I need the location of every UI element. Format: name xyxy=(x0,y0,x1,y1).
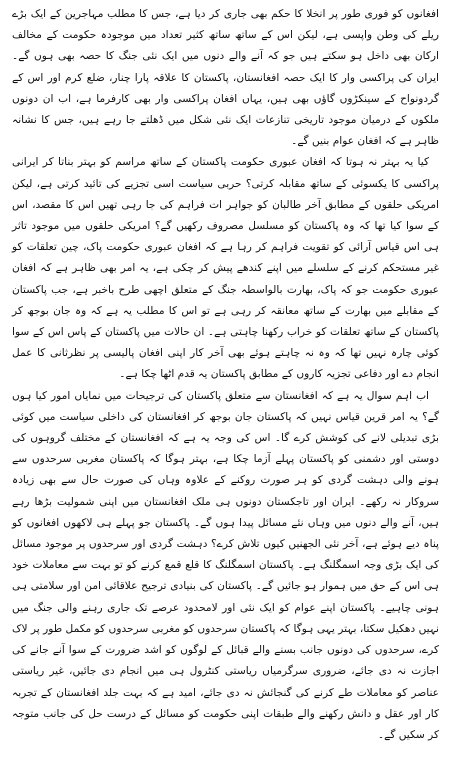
article-paragraph: کیا یہ بہتر نہ ہوتا کہ افغان عبوری حکومت پاکستان کے ساتھ مراسم کو بہتر بناتا کر ایرانی پراکسی کا یکسوئی کے ساتھ مقابلہ کرتی؟ حربی سیاست اسی تجزیے کی تائید کرتی ہے، لیکن امریکی حلقوں کے مطابق آخر طالبان کو جواہر ات فراہم کی جا رہی تھیں اس کا مقصد، اس کے سوا کیا تھا کہ وہ پاکستان کو مسلسل مصروف رکھیں گے؟ امریکی حلقوں میں موجود تاثر ہی اس قیاس آرائی کو تقویت فراہم کر رہا ہے کہ افغان عبوری حکومت پاک، چین تعلقات کو غیر مستحکم کرنے کے سلسلے میں اپنے کندھے پیش کر چکی ہے، یہ امر بھی ظاہر ہے کہ افغان عبوری حکومت جو کہ پاک، بھارت بالواسطہ جنگ کے متعلق اچھی طرح باخبر ہے، جب پاکستان کے مقابلے میں بھارت کے ساتھ معانقہ کر رہی ہے تو اس کا مطلب یہ ہے کہ وہ جان بوجھ کر پاکستان کے ساتھ تعلقات کو خراب رکھنا چاہتی ہے۔ ان حالات میں پاکستان کے پاس اس کے سوا کوئی چارہ نہیں تھا کہ وہ نہ چاہتے ہوئے بھی آخر کار اپنی افغان پالیسی پر نظرثانی کا عمل انجام دے اور دفاعی تجزیہ کاروں کے مطابق پاکستان یہ قدم اٹھا چکا ہے۔ xyxy=(12,156,439,381)
article-paragraph: اب اہم سوال یہ ہے کہ افغانستان سے متعلق پاکستان کی ترجیحات میں نمایاں امور کیا ہوں گے؟ یہ امر قرین قیاس نہیں کہ پاکستان جان بوجھ کر افغانستان کی داخلی سیاست میں کوئی بڑی تبدیلی لانے کی کوشش کرے گا۔ اس کی وجہ یہ ہے کہ افغانستان کے مختلف گروہوں کی دوستی اور دشمنی کو پاکستان پہلے آزما چکا ہے، بہتر ہوگا کہ پاکستان مغربی سرحدوں سے ہونے والی دہشت گردی کو ہر صورت روکنے کے علاوہ وہاں کی صورت حال سے بھی زیادہ سروکار نہ رکھے۔ ایران اور تاجکستان دونوں ہی ملک افغانستان میں اپنی شمولیت بڑھا رہے ہیں، آنے والے دنوں میں وہاں نئے مسائل پیدا ہوں گے۔ پاکستان جو پہلے ہی لاکھوں افغانوں کو پناہ دیے ہوئے ہے، آخر نئی الجھنیں کیوں تلاش کرے؟ دہشت گردی اور سرحدوں پر موجود مسائل کی ایک بڑی وجہ اسمگلنگ ہے۔ پاکستان اسمگلنگ کا قلع قمع کرنے کو تو بہت سے معاملات خود ہی اس کے حق میں ہموار ہو جائیں گے۔ پاکستان کی بنیادی ترجیح علاقائی امن اور سلامتی ہی ہونی چاہیے۔ پاکستان اپنے عوام کو ایک نئی اور لامحدود عرصے تک جاری رہنے والی جنگ میں نہیں دھکیل سکتا، بہتر یہی ہوگا کہ پاکستان سرحدوں کو مغربی سرحدوں کو مکمل طور پر لاک کرے، سرحدوں کی دونوں جانب بسنے والے قبائل کے لوگوں کو اشد ضرورت کے سوا آنے جانے کی اجازت نہ دی جائے، ضروری سرگرمیاں ریاستی کنٹرول ہی میں انجام دی جائیں، غیر ریاستی عناصر کو معاملات طے کرنے کی گنجائش نہ دی جائے، امید ہے کہ بہت جلد افغانستان کے تجربہ کار اور عقل و دانش رکھنے والے طبقات اپنی حکومت کو مسائل کے درست حل کی جانب متوجہ کر سکیں گے۔ xyxy=(12,389,439,741)
article-paragraph: افغانوں کو فوری طور پر انخلا کا حکم بھی جاری کر دیا ہے، جس کا مطلب مہاجرین کے ایک بڑے ریلے کی وطن واپسی ہے، لیکن اس کے ساتھ ساتھ کثیر تعداد میں موجودہ حکومت کے مخالف ارکان بھی داخل ہو سکتے ہیں جو کہ آنے والے دنوں میں ایک نئی جنگ کا حصہ بھی ہوں گے۔ ایران کی پراکسی وار کا ایک حصہ افغانستان، پاکستان کا علاقہ پارا چنار، ضلع کرم اور اس کے گردونواح کے سینکڑوں گاؤں بھی ہیں، یہاں افغان پراکسی وار بھی کارفرما ہے، اب ان دونوں ملکوں کے درمیان موجود تاریخی تنازعات ایک نئی شکل میں ڈھلتے جا رہے ہیں، جس کا نشانہ ظاہر ہے کہ افغان عوام بنیں گے۔ xyxy=(12,8,439,148)
